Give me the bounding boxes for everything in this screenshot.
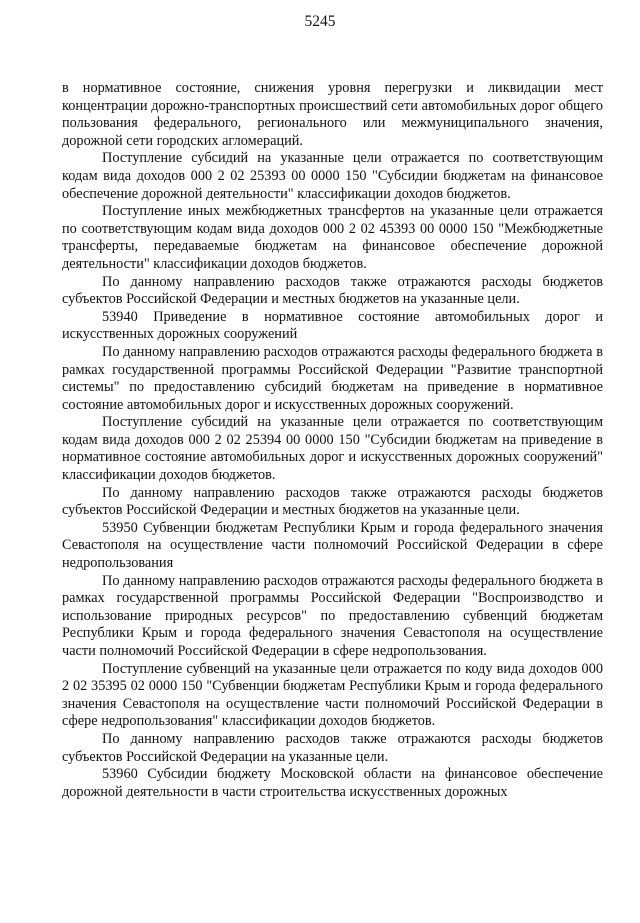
paragraph-subsidy-receipt: Поступление субсидий на указанные цели отражается по соответствующим кодам вида доходов 000 2 02 25394 00 0000 150 "Субсидии бюджетам на приведение в нормативное состояние автомобильных дорог и искусственных дорожных сооружений" классификации доходов бюджетов.	[62, 414, 603, 484]
paragraph-federal-expenses: По данному направлению расходов отражаются расходы федерального бюджета в рамках государственной программы Российской Федерации "Воспроизводство и использование природных ресурсов" по предоставлению субвенций бюджетам Республики Крым и города федерального значения Севастополя на осуществление части полномочий Российской Федерации в сфере недропользования.	[62, 572, 603, 659]
paragraph-subvention-receipt: Поступление субвенций на указанные цели отражается по коду вида доходов 000 2 02 35395 02 0000 150 "Субвенции бюджетам Республики Крым и города федерального значения Севастополя на осуществление части полномочий Российской Федерации в сфере недропользования" классификации доходов бюджетов.	[62, 660, 603, 730]
page-number: 5245	[304, 13, 336, 30]
paragraph-federal-expenses: По данному направлению расходов отражаются расходы федерального бюджета в рамках государственной программы Российской Федерации "Развитие транспортной системы" по предоставлению субсидий бюджетам на приведение в нормативное состояние автомобильных дорог и искусственных дорожных сооружений.	[62, 343, 603, 413]
paragraph-also-reflected: По данному направлению расходов также отражаются расходы бюджетов субъектов Российской Федерации и местных бюджетов на указанные цели.	[62, 273, 603, 308]
section-heading-53960: 53960 Субсидии бюджету Московской области на финансовое обеспечение дорожной деятельности в части строительства искусственных дорожных	[62, 766, 603, 800]
paragraph-also-reflected: По данному направлению расходов также отражаются расходы бюджетов субъектов Российской Федерации и местных бюджетов на указанные цели.	[62, 484, 603, 519]
paragraph-also-reflected: По данному направлению расходов также отражаются расходы бюджетов субъектов Российской Федерации на указанные цели.	[62, 730, 603, 765]
paragraph-subsidy-receipt: Поступление субсидий на указанные цели отражается по соответствующим кодам вида доходов 000 2 02 25393 00 0000 150 "Субсидии бюджетам на финансовое обеспечение дорожной деятельности" классификации доходов бюджетов.	[62, 150, 603, 202]
paragraph-continuation: в нормативное состояние, снижения уровня перегрузки и ликвидации мест концентрации дорожно-транспортных происшествий сети автомобильных дорог общего пользования федерального, регионального или межмуниципального значения, дорожной сети городских агломераций.	[62, 80, 603, 149]
section-heading-53950: 53950 Субвенции бюджетам Республики Крым и города федерального значения Севастополя на осуществление части полномочий Российской Федерации в сфере недропользования	[62, 519, 603, 572]
document-body	[62, 80, 603, 801]
paragraph-transfer-receipt: Поступление иных межбюджетных трансфертов на указанные цели отражается по соответствующим кодам вида доходов 000 2 02 45393 00 0000 150 "Межбюджетные трансферты, передаваемые бюджетам на финансовое обеспечение дорожной деятельности" классификации доходов бюджетов.	[62, 203, 603, 272]
section-heading-53940: 53940 Приведение в нормативное состояние автомобильных дорог и искусственных дорожных сооружений	[62, 308, 603, 343]
